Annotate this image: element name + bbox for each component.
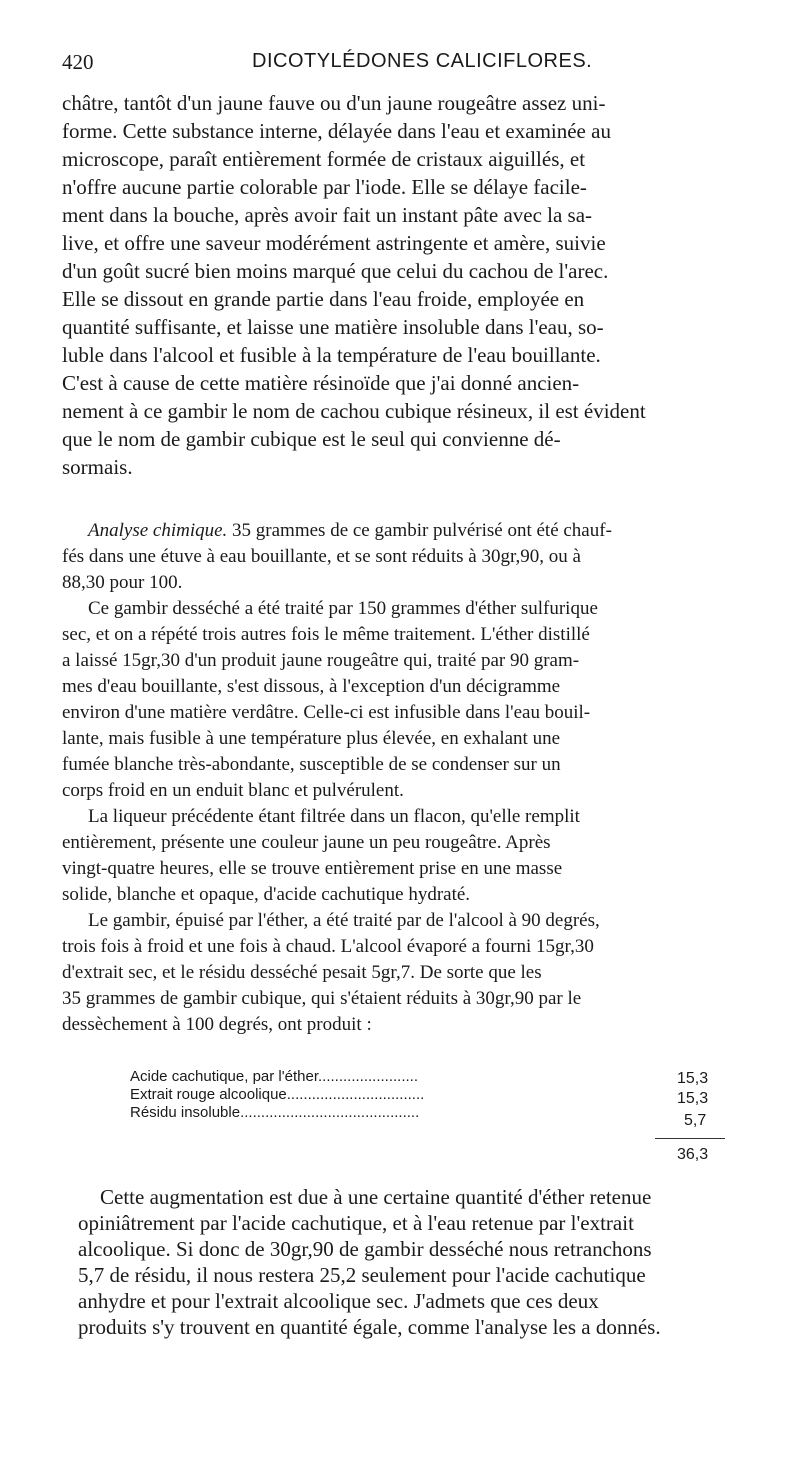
- text-line: C'est à cause de cette matière résinoïde que j'ai donné ancien-: [62, 371, 580, 395]
- table-row-label: Acide cachutique, par l'éther........................: [130, 1068, 419, 1085]
- text-line: Le gambir, épuisé par l'éther, a été traité par de l'alcool à 90 degrés,: [88, 910, 600, 931]
- text-line: 88,30 pour 100.: [62, 572, 183, 593]
- text-line: trois fois à froid et une fois à chaud. L'alcool évaporé a fourni 15gr,30: [62, 936, 594, 957]
- text-line: corps froid en un enduit blanc et pulvérulent.: [62, 780, 404, 801]
- text-line: sormais.: [62, 455, 133, 479]
- text-line: fumée blanche très-abondante, susceptible de se condenser sur un: [62, 754, 561, 775]
- table-row-value: 15,3: [677, 1090, 709, 1107]
- text-line: live, et offre une saveur modérément astringente et amère, suivie: [62, 231, 606, 255]
- text-line: opiniâtrement par l'acide cachutique, et à l'eau retenue par l'extrait: [78, 1211, 634, 1235]
- text-line: environ d'une matière verdâtre. Celle-ci est infusible dans l'eau bouil-: [62, 702, 591, 723]
- text-line: 5,7 de résidu, il nous restera 25,2 seulement pour l'acide cachutique: [78, 1263, 646, 1287]
- text-line: fés dans une étuve à eau bouillante, et se sont réduits à 30gr,90, ou à: [62, 546, 581, 567]
- text-line: nement à ce gambir le nom de cachou cubique résineux, il est évident: [62, 399, 646, 423]
- text-line: a laissé 15gr,30 d'un produit jaune rougeâtre qui, traité par 90 gram-: [62, 650, 580, 671]
- table-row-value: 5,7: [684, 1112, 707, 1129]
- text-line: Ce gambir desséché a été traité par 150 grammes d'éther sulfurique: [88, 598, 598, 619]
- page-number: 420: [62, 50, 94, 74]
- text-line: dessèchement à 100 degrés, ont produit :: [62, 1014, 372, 1035]
- text-line: lante, mais fusible à une température plus élevée, en exhalant une: [62, 728, 561, 749]
- text-line: d'un goût sucré bien moins marqué que celui du cachou de l'arec.: [62, 259, 609, 283]
- text-line: alcoolique. Si donc de 30gr,90 de gambir desséché nous retranchons: [78, 1237, 652, 1261]
- table-row-value: 15,3: [677, 1070, 709, 1087]
- text-line: ment dans la bouche, après avoir fait un instant pâte avec la sa-: [62, 203, 593, 227]
- text-line: quantité suffisante, et laisse une matière insoluble dans l'eau, so-: [62, 315, 604, 339]
- text-line: solide, blanche et opaque, d'acide cachutique hydraté.: [62, 884, 471, 905]
- text-line: Elle se dissout en grande partie dans l'eau froide, employée en: [62, 287, 585, 311]
- text-line: d'extrait sec, et le résidu desséché pesait 5gr,7. De sorte que les: [62, 962, 542, 983]
- text-line: luble dans l'alcool et fusible à la température de l'eau bouillante.: [62, 343, 601, 367]
- text-line: La liqueur précédente étant filtrée dans un flacon, qu'elle remplit: [88, 806, 580, 827]
- text-line: 35 grammes de ce gambir pulvérisé ont été chauf-: [232, 520, 612, 541]
- text-line: vingt-quatre heures, elle se trouve entièrement prise en une masse: [62, 858, 563, 879]
- text-line: Cette augmentation est due à une certaine quantité d'éther retenue: [100, 1185, 652, 1209]
- text-line: produits s'y trouvent en quantité égale, comme l'analyse les a donnés.: [78, 1315, 661, 1339]
- text-line: 35 grammes de gambir cubique, qui s'étaient réduits à 30gr,90 par le: [62, 988, 582, 1009]
- text-line: n'offre aucune partie colorable par l'iode. Elle se délaye facile-: [62, 175, 587, 199]
- page-header: [62, 50, 760, 80]
- text-line: forme. Cette substance interne, délayée dans l'eau et examinée au: [62, 119, 611, 143]
- table-row-label: Résidu insoluble...........................................: [130, 1104, 420, 1121]
- text-line: châtre, tantôt d'un jaune fauve ou d'un jaune rougeâtre assez uni-: [62, 91, 606, 115]
- text-line: microscope, paraît entièrement formée de cristaux aiguillés, et: [62, 147, 586, 171]
- table-row-label: Extrait rouge alcoolique.................................: [130, 1086, 425, 1103]
- running-title: DICOTYLÉDONES CALICIFLORES.: [252, 50, 593, 72]
- text-line: entièrement, présente une couleur jaune un peu rougeâtre. Après: [62, 832, 551, 853]
- text-line: anhydre et pour l'extrait alcoolique sec. J'admets que ces deux: [78, 1289, 599, 1313]
- table-total: 36,3: [677, 1146, 709, 1163]
- text-line: mes d'eau bouillante, s'est dissous, à l'exception d'un décigramme: [62, 676, 561, 697]
- text-line: que le nom de gambir cubique est le seul qui convienne dé-: [62, 427, 561, 451]
- sum-rule: [655, 1138, 725, 1139]
- text-line: sec, et on a répété trois autres fois le même traitement. L'éther distillé: [62, 624, 590, 645]
- analysis-heading: Analyse chimique.: [88, 520, 228, 541]
